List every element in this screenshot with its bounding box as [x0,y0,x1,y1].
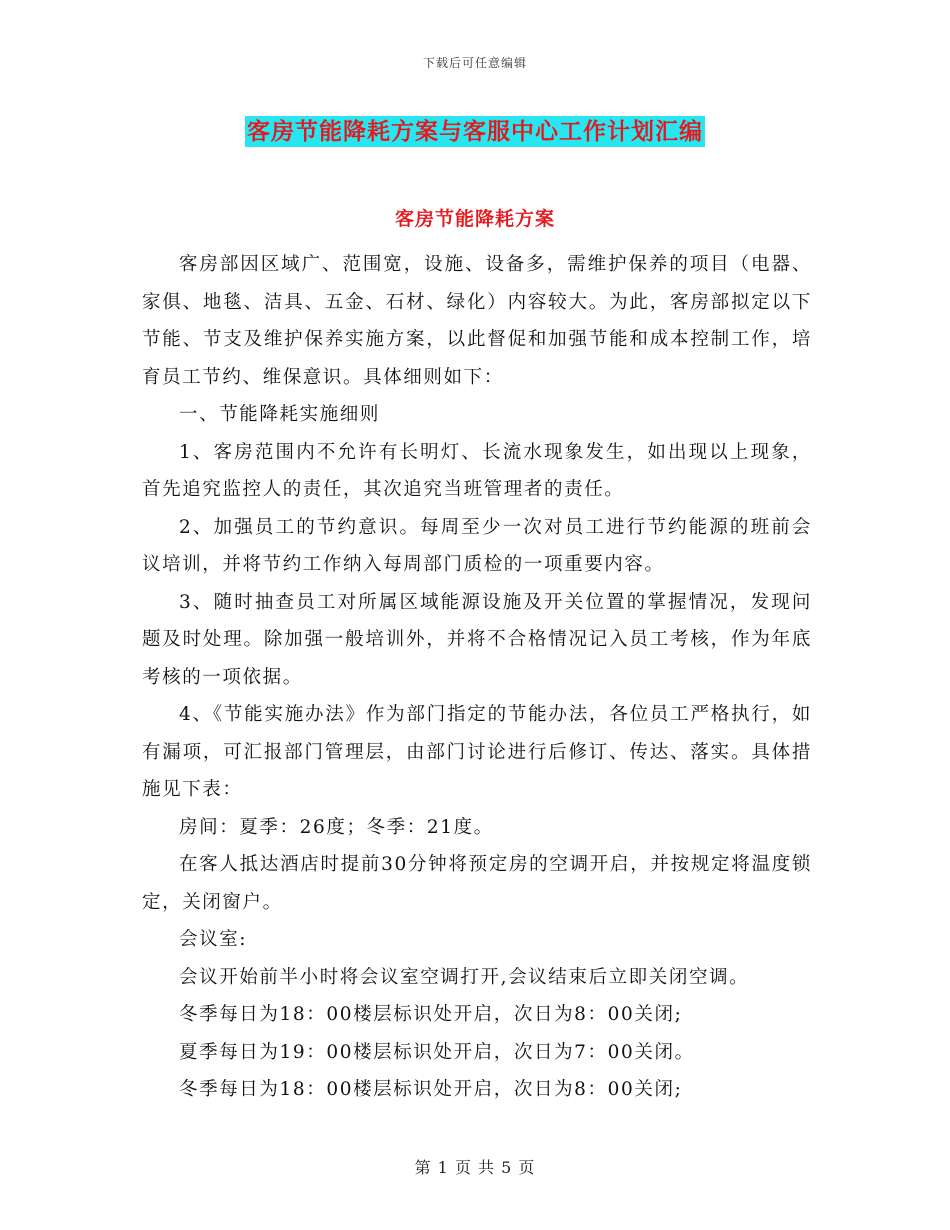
paragraph: 冬季每日为18：00楼层标识处开启，次日为8：00关闭; [179,1004,683,1025]
paragraph: 夏季每日为19：00楼层标识处开启，次日为7：00关闭。 [179,1041,695,1063]
paragraph: 3、随时抽查员工对所属区域能源设施及开关位置的掌握情况，发现问题及时处理。除加强一般培训外，并将不合格情况记入员工考核，作为年底考核的一项依据。 [142,591,812,688]
paragraph: 2、加强员工的节约意识。每周至少一次对员工进行节约能源的班前会议培训，并将节约工作纳入每周部门质检的一项重要内容。 [142,516,812,575]
section-title: 客房节能降耗方案 [394,208,555,230]
header-note: 下载后可任意编辑 [422,56,527,70]
paragraph: 客房部因区域广、范围宽，设施、设备多，需维护保养的项目（电器、家俱、地毯、洁具、五金、石材、绿化）内容较大。为此，客房部拟定以下节能、节支及维护保养实施方案，以此督促和加强节能和成本控制工作，培育员工节约、维保意识。具体细则如下： [142,254,812,388]
main-title [0,113,950,146]
body-text [142,246,812,1109]
paragraph: 4、《节能实施办法》作为部门指定的节能办法，各位员工严格执行，如有漏项，可汇报部门管理层，由部门讨论进行后修订、传达、落实。具体措施见下表： [142,704,812,800]
main-title-text: 客房节能降耗方案与客服中心工作计划汇编 [247,118,703,145]
page-footer: 第 1 页 共 5 页 [414,1158,536,1177]
paragraph: 冬季每日为18：00楼层标识处开启，次日为8：00关闭; [179,1079,683,1100]
paragraph: 在客人抵达酒店时提前30分钟将预定房的空调开启，并按规定将温度锁定，关闭窗户。 [142,854,812,913]
paragraph: 1、客房范围内不允许有长明灯、长流水现象发生，如出现以上现象，首先追究监控人的责任，其次追究当班管理者的责任。 [142,441,812,500]
paragraph: 会议开始前半小时将会议室空调打开,会议结束后立即关闭空调。 [179,966,750,988]
paragraph: 会议室: [179,929,248,950]
paragraph: 房间：夏季：26度；冬季：21度。 [179,816,494,838]
paragraph: 一、节能降耗实施细则 [179,404,381,425]
